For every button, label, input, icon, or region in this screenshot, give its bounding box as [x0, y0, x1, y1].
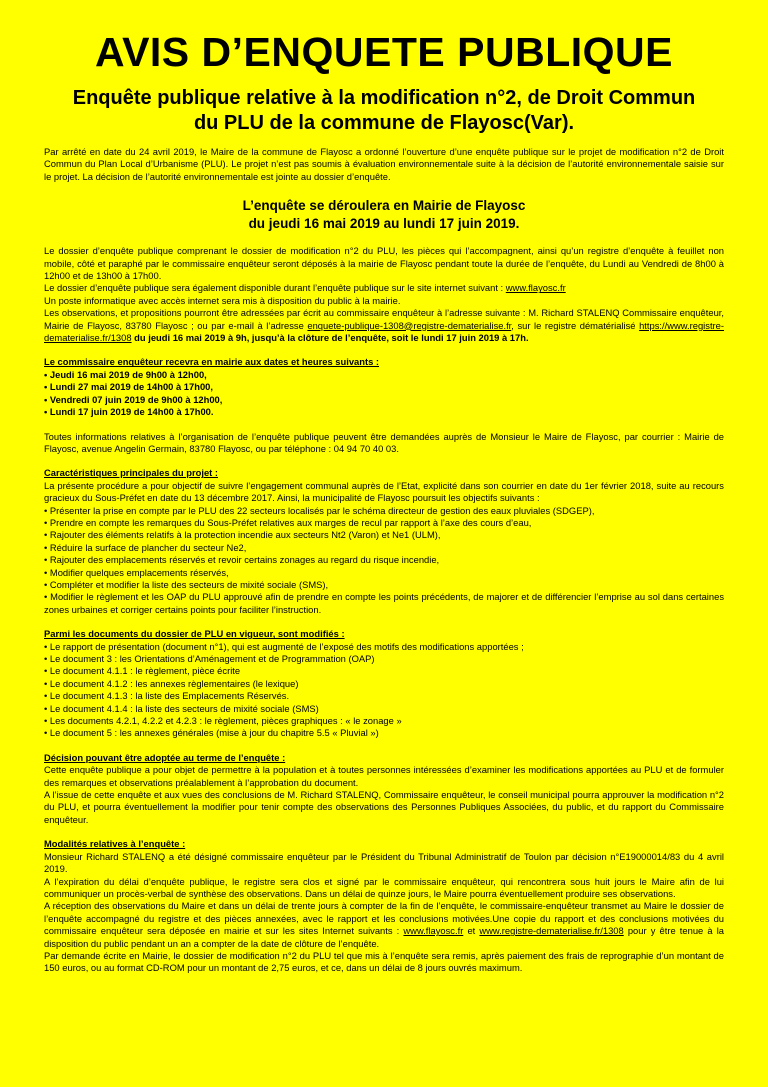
permanence-item: • Jeudi 16 mai 2019 de 9h00 à 12h00, — [44, 369, 724, 381]
modalites-heading: Modalités relatives à l’enquête : — [44, 838, 186, 850]
modalites-paragraph-3-text-1: A réception des observations du Maire et dans un délai de trente jours à compter de la fin de l’enquête, le commissaire-enquêteur transmet au Maire le dossier de l’enquête accompagné du registre et des pièces annexées, avec le rapport et les conclusions motivées.Une copie du rapport et des conclusions motivées du commissaire enquêteur sera déposée en mairie et sur les sites Internet suivants : — [44, 900, 724, 937]
objective-item: • Réduire la surface de plancher du secteur Ne2, — [44, 542, 724, 554]
caracteristiques-section — [44, 467, 724, 616]
document-item: • Le document 3 : les Orientations d’Aménagement et de Programmation (OAP) — [44, 653, 724, 665]
dossier-section — [44, 245, 724, 344]
permanence-item: • Lundi 17 juin 2019 de 14h00 à 17h00. — [44, 406, 724, 418]
flayosc-website-link[interactable]: www.flayosc.fr — [403, 925, 464, 937]
objective-item: • Compléter et modifier la liste des secteurs de mixité sociale (SMS), — [44, 579, 724, 591]
dossier-paragraph-4-text-2: , sur le registre dématérialisé — [511, 319, 640, 331]
dossier-paragraph-2 — [44, 282, 724, 294]
document-item: • Le document 4.1.2 : les annexes règlementaires (le lexique) — [44, 678, 724, 690]
dossier-paragraph-4 — [44, 307, 724, 344]
document-item: • Le document 4.1.1 : le règlement, pièce écrite — [44, 665, 724, 677]
document-item: • Le document 4.1.3 : la liste des Emplacements Réservés. — [44, 690, 724, 702]
decision-paragraph-2: A l’issue de cette enquête et aux vues des conclusions de M. Richard STALENQ, Commissaire enquêteur, le conseil municipal pourra approuver la modification n°2 du PLU, et pourra éventuellement la modifier pour tenir compte des observations des Personnes Publiques Associées, du public, et du rapport du Commissaire enquêteur. — [44, 789, 724, 825]
intro-paragraph: Par arrêté en date du 24 avril 2019, le Maire de la commune de Flayosc a ordonné l’ouverture d’une enquête publique sur le projet de modification n°2 de Droit Commun du Plan Local d’Urbanisme (PLU). Le projet n’est pas soumis à évaluation environnementale suite à la décision de l’autorité environnementale saisie sur le projet. La décision de l’autorité environnementale est jointe au dossier d’enquête. — [44, 146, 724, 182]
page-title: AVIS D’ENQUETE PUBLIQUE — [95, 29, 673, 75]
permanence-item: • Vendredi 07 juin 2019 de 9h00 à 12h00, — [44, 394, 724, 406]
modalites-paragraph-1: Monsieur Richard STALENQ a été désigné commissaire enquêteur par le Président du Tribunal Administratif de Toulon par décision n°E19000014/83 du 4 avril 2019. — [44, 850, 724, 875]
decision-heading: Décision pouvant être adoptée au terme de l’enquête : — [44, 751, 286, 763]
subtitle-line-2: du PLU de la commune de Flayosc(Var). — [193, 112, 575, 134]
infos-paragraph: Toutes informations relatives à l’organisation de l’enquête publique peuvent être demandées auprès de Monsieur le Maire de Flayosc, par courrier : Mairie de Flayosc, avenue Angelin Germain, 83780 Flayosc, ou par téléphone : 04 94 70 40 03. — [44, 430, 724, 454]
decision-section — [44, 752, 724, 826]
modalites-paragraph-3-text-3: pour y être tenue à la disposition du public pendant un an a compter de la date de clôture de l’enquête. — [44, 925, 724, 949]
permanence-item: • Lundi 27 mai 2019 de 14h00 à 17h00, — [44, 381, 724, 393]
objectives-list — [44, 505, 724, 617]
dossier-paragraph-4-text-1: Les observations, et propositions pourront être adressées par écrit au commissaire enquêteur à l’adresse suivante : M. Richard STALENQ Commissaire enquêteur, Mairie de Flayosc, 83780 Flayosc ; ou par e-mail à l’adresse — [44, 307, 724, 331]
modalites-section — [44, 838, 724, 974]
objective-item: • Modifier le règlement et les OAP du PLU approuvé afin de prendre en compte les points précédents, de majorer et de différencier l’emprise au sol dans certaines zones urbaines et corriger certains points pour faciliter l’instruction. — [44, 591, 724, 616]
enquiry-location — [44, 197, 724, 233]
modalites-paragraph-4: Par demande écrite en Mairie, le dossier de modification n°2 du PLU tel que mis à l’enquête sera remis, après paiement des frais de reprographie d’un montant de 150 euros, ou au format CD-ROM pour un montant de 2,75 euros, et ce, dans un délai de 8 jours ouvrés maximum. — [44, 949, 724, 974]
location-line-1: L’enquête se déroulera en Mairie de Flayosc — [242, 198, 526, 214]
registry-link[interactable]: www.registre-dematerialise.fr/1308 — [479, 925, 624, 937]
document-item: • Le document 4.1.4 : la liste des secteurs de mixité sociale (SMS) — [44, 703, 724, 715]
dossier-paragraph-2-text: Le dossier d’enquête publique sera également disponible durant l’enquête publique sur le site internet suivant : — [44, 282, 506, 294]
objective-item: • Modifier quelques emplacements réservés, — [44, 567, 724, 579]
registry-link[interactable]: https://www.registre-dematerialise.fr/1308 — [44, 319, 725, 344]
modalites-paragraph-3 — [44, 900, 724, 950]
objective-item: • Rajouter des éléments relatifs à la protection incendie aux secteurs Nt2 (Varon) et Ne1 (ULM), — [44, 529, 724, 541]
permanences-section — [44, 356, 724, 418]
subtitle-line-1: Enquête publique relative à la modification n°2, de Droit Commun — [72, 87, 696, 109]
infos-section — [44, 431, 724, 456]
modalites-paragraph-2: A l’expiration du délai d’enquête publique, le registre sera clos et signé par le commissaire enquêteur, qui rencontrera sous huit jours le Maire afin de lui communiquer un procès-verbal de synthèse des observations. Dans un délai de quinze jours, le Maire pourra éventuellement produire ses observations. — [44, 875, 724, 899]
objective-item: • Rajouter des emplacements réservés et revoir certains zonages au regard du risque incendie, — [44, 554, 724, 566]
documents-section — [44, 628, 724, 740]
enquiry-email-link[interactable]: enquete-publique-1308@registre-dematerialise.fr — [307, 319, 512, 331]
document-item: • Les documents 4.2.1, 4.2.2 et 4.2.3 : le règlement, pièces graphiques : « le zonage » — [44, 715, 724, 727]
document-item: • Le document 5 : les annexes générales (mise à jour du chapitre 5.5 « Pluvial ») — [44, 727, 724, 739]
documents-heading: Parmi les documents du dossier de PLU en vigueur, sont modifiés : — [44, 628, 345, 640]
permanences-list — [44, 369, 724, 419]
dossier-paragraph-4-dates: du jeudi 16 mai 2019 à 9h, jusqu’à la clôture de l’enquête, soit le lundi 17 juin 2019 à 17h. — [131, 332, 529, 344]
caracteristiques-heading: Caractéristiques principales du projet : — [44, 467, 219, 479]
permanences-heading: Le commissaire enquêteur recevra en mairie aux dates et heures suivants : — [44, 356, 380, 368]
subtitle — [44, 86, 724, 136]
caracteristiques-text: La présente procédure a pour objectif de suivre l’engagement communal auprès de l’Etat, explicité dans son courrier en date du 1er février 2018, suite au recours gracieux du Sous-Préfet en date du 13 décembre 2017. Ainsi, la municipalité de Flayosc poursuit les objectifs suivants : — [44, 479, 724, 504]
modalites-paragraph-3-text-2: et — [463, 925, 480, 937]
decision-paragraph-1: Cette enquête publique a pour objet de permettre à la population et à toutes personnes intéressées d’examiner les modifications apportées au PLU et de formuler des remarques et observations préalablement à l’approbation du document. — [44, 764, 724, 788]
objective-item: • Prendre en compte les remarques du Sous-Préfet relatives aux marges de recul par rapport à l’axe des cours d’eau, — [44, 517, 724, 529]
document-item: • Le rapport de présentation (document n°1), qui est augmenté de l’exposé des motifs des modifications apportées ; — [44, 641, 724, 653]
dossier-paragraph-1: Le dossier d’enquête publique comprenant le dossier de modification n°2 du PLU, les pièces qui l’accompagnent, ainsi qu’un registre d’enquête à feuillet non mobile, côté et paraphé par le commissaire enquêteur seront déposés à la mairie de Flayosc pendant toute la durée de l’enquête, du Lundi au Vendredi de 8h00 à 12h00 et de 13h00 à 17h00. — [44, 245, 724, 282]
flayosc-website-link[interactable]: www.flayosc.fr — [505, 282, 566, 294]
documents-list — [44, 641, 724, 740]
objective-item: • Présenter la prise en compte par le PLU des 22 secteurs localisés par le schéma directeur de gestion des eaux pluviales (SDGEP), — [44, 505, 724, 517]
dossier-paragraph-3: Un poste informatique avec accès internet sera mis à disposition du public à la mairie. — [44, 294, 401, 306]
location-line-2: du jeudi 16 mai 2019 au lundi 17 juin 2019. — [248, 216, 520, 232]
